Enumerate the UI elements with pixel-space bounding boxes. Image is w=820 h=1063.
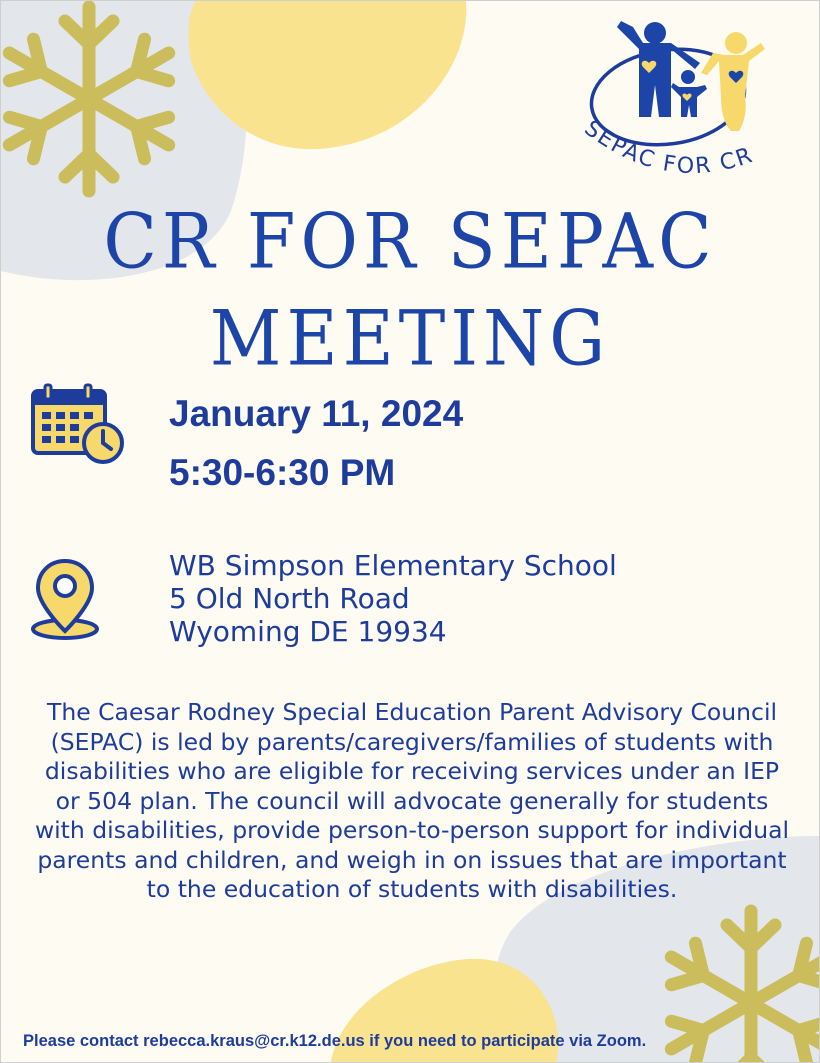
title-line-1: CR FOR SEPAC [103, 197, 717, 286]
address-line-1: WB Simpson Elementary School [169, 549, 617, 582]
sepac-logo [573, 13, 773, 188]
event-address [169, 549, 617, 648]
address-line-3: Wyoming DE 19934 [169, 615, 447, 648]
contact-note: Please contact rebecca.kraus@cr.k12.de.us if you need to participate via Zoom. [23, 1032, 647, 1050]
map-pin-icon [29, 557, 103, 641]
calendar-clock-icon [29, 383, 125, 469]
description-paragraph: The Caesar Rodney Special Education Parent Advisory Council (SEPAC) is led by parents/caregivers/families of students with disabilities who are eligible for receiving services under an IEP or 504 plan. The council will advocate generally for students with disabilities, provide person-to-person support for individual parents and children, and weigh in on issues that are important to the education of students with disabilities. [34, 698, 790, 903]
page-title [1, 193, 819, 387]
title-line-2: MEETING [209, 294, 611, 384]
logo-text: SEPAC FOR CR [579, 115, 758, 180]
address-line-2: 5 Old North Road [169, 582, 410, 615]
event-date: January 11, 2024 [169, 393, 464, 434]
event-time: 5:30-6:30 PM [169, 452, 396, 493]
